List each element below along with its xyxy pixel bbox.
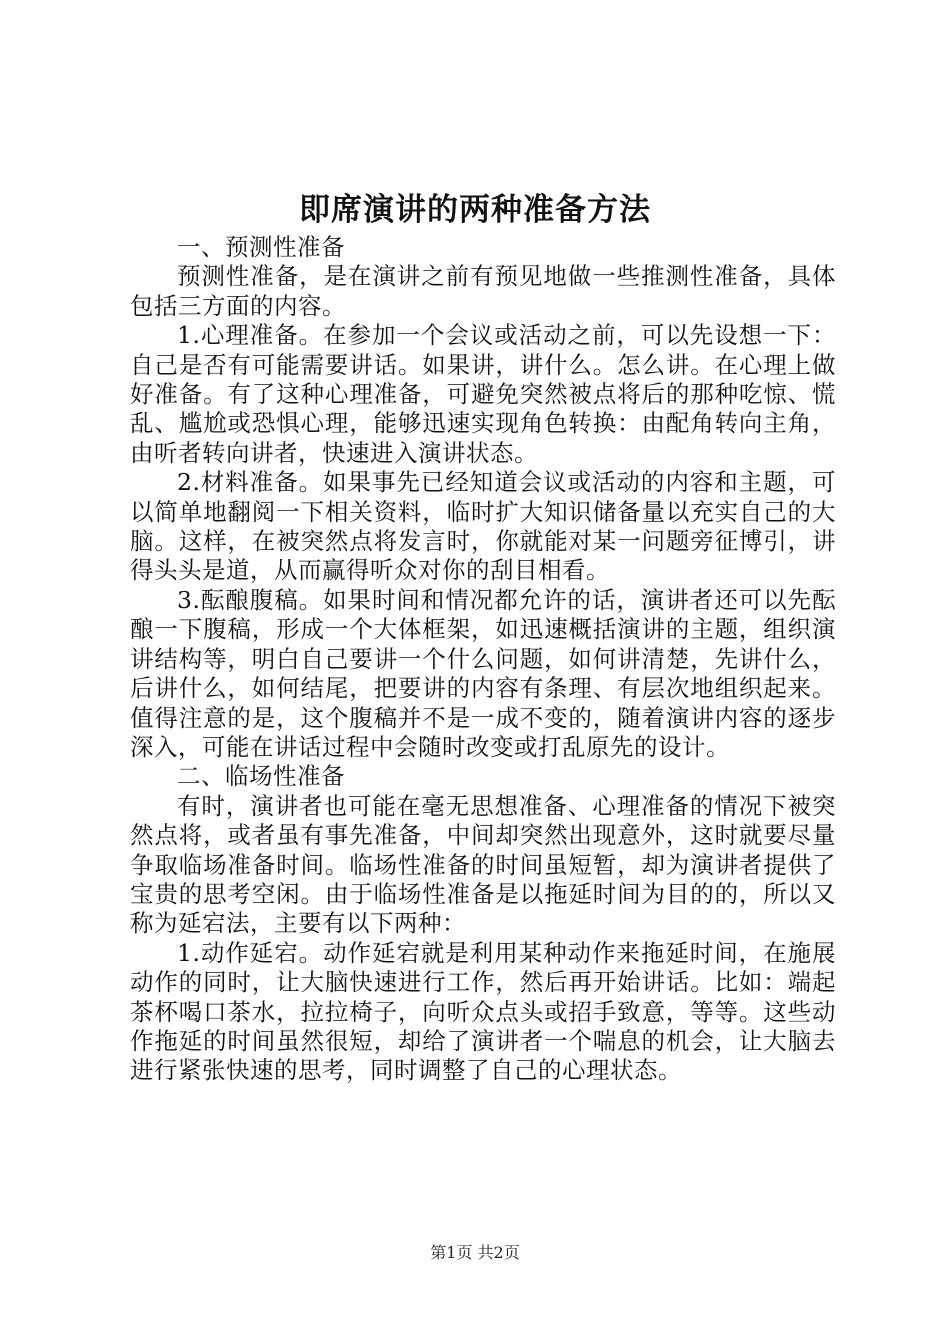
document-body [130,233,836,1086]
paragraph-draft-prep: 3.酝酿腹稿。如果时间和情况都允许的话，演讲者还可以先酝酿一下腹稿，形成一个大体框架，如迅速概括演讲的主题，组织演讲结构等，明白自己要讲一个什么问题，如何讲清楚，先讲什么，后讲什么，如何结尾，把要讲的内容有条理、有层次地组织起来。值得注意的是，这个腹稿并不是一成不变的，随着演讲内容的逐步深入，可能在讲话过程中会随时改变或打乱原先的设计。 [130,585,836,761]
document-title: 即席演讲的两种准备方法 [299,192,651,228]
paragraph-onsite-intro: 有时，演讲者也可能在毫无思想准备、心理准备的情况下被突然点将，或者虽有事先准备，中间却突然出现意外，这时就要尽量争取临场准备时间。临场性准备的时间虽短暂，却为演讲者提供了宝贵的思考空闲。由于临场性准备是以拖延时间为目的的，所以又称为延宕法，主要有以下两种： [130,791,836,938]
page-number-footer: 第1页 共2页 [430,1243,520,1262]
section-heading-predictive: 一、预测性准备 [177,233,345,261]
paragraph-predictive-intro: 预测性准备，是在演讲之前有预见地做一些推测性准备，具体包括三方面的内容。 [130,262,836,320]
section-heading-onsite: 二、临场性准备 [177,762,345,791]
paragraph-material-prep: 2.材料准备。如果事先已经知道会议或活动的内容和主题，可以简单地翻阅一下相关资料，临时扩大知识储备量以充实自己的大脑。这样，在被突然点将发言时，你就能对某一问题旁征博引，讲得头头是道，从而赢得听众对你的刮目相看。 [130,468,836,585]
paragraph-action-delay: 1.动作延宕。动作延宕就是利用某种动作来拖延时间，在施展动作的同时，让大脑快速进行工作，然后再开始讲话。比如：端起茶杯喝口茶水，拉拉椅子，向听众点头或招手致意，等等。这些动作拖延的时间虽然很短，却给了演讲者一个喘息的机会，让大脑去进行紧张快速的思考，同时调整了自己的心理状态。 [130,938,836,1085]
paragraph-psychological-prep: 1.心理准备。在参加一个会议或活动之前，可以先设想一下：自己是否有可能需要讲话。如果讲，讲什么。怎么讲。在心理上做好准备。有了这种心理准备，可避免突然被点将后的那种吃惊、慌乱、尴尬或恐惧心理，能够迅速实现角色转换：由配角转向主角，由听者转向讲者，快速进入演讲状态。 [130,321,836,467]
